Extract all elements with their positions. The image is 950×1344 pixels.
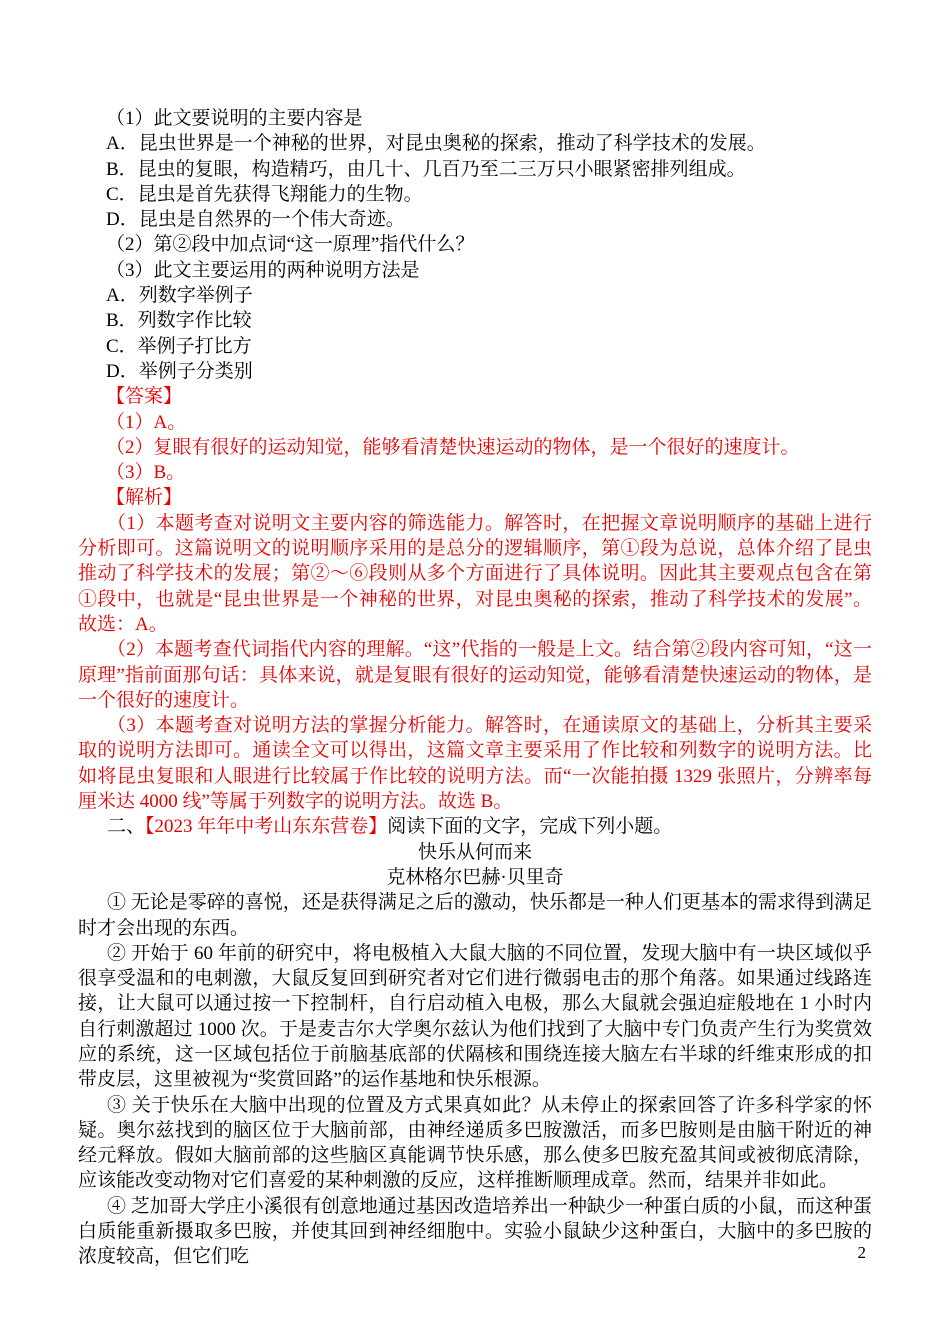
section-2-source-tag: 【2023 年年中考山东东营卷】 [145, 816, 388, 838]
document-content [78, 106, 872, 1270]
passage-paragraph-3: ③ 关于快乐在大脑中出现的位置及方式果真如此？从未停止的探索回答了许多科学家的怀疑。奥尔兹找到的脑区位于大脑前部，由神经递质多巴胺激活，而多巴胺则是由脑干附近的神经元释放。假如大脑前部的这些脑区真能调节快乐感，那么使多巴胺充盈其间或被彻底清除，应该能改变动物对它们喜爱的某种刺激的反应，这样推断顺理成章。然而，结果并非如此。 [78, 1094, 872, 1192]
question-3-option-b: B．列数字作比较 [106, 310, 252, 332]
question-1-option-a: A．昆虫世界是一个神秘的世界，对昆虫奥秘的探索，推动了科学技术的发展。 [106, 133, 766, 155]
passage-paragraph-4: ④ 芝加哥大学庄小溪很有创意地通过基因改造培养出一种缺少一种蛋白质的小鼠，而这种蛋白质能重新摄取多巴胺，并使其回到神经细胞中。实验小鼠缺少这种蛋白，大脑中的多巴胺的浓度较高，但它们吃 [78, 1195, 872, 1268]
answer-3: （3）B。 [106, 462, 186, 484]
question-3-option-d: D．举例子分类别 [106, 360, 253, 382]
question-3-option-c: C．举例子打比方 [106, 335, 252, 357]
section-2-instruction: 阅读下面的文字，完成下列小题。 [387, 816, 673, 838]
answer-1: （1）A。 [106, 411, 187, 433]
passage-title: 快乐从何而来 [417, 841, 532, 863]
question-1-option-b: B．昆虫的复眼，构造精巧，由几十、几百乃至二三万只小眼紧密排列组成。 [106, 158, 746, 180]
question-1-option-c: C．昆虫是首先获得飞翔能力的生物。 [106, 183, 423, 205]
analysis-paragraph-3: （3）本题考查对说明方法的掌握分析能力。解答时，在通读原文的基础上，分析其主要采取的说明方法即可。通读全文可以得出，这篇文章主要采用了作比较和列数字的说明方法。比如将昆虫复眼和人眼进行比较属于作比较的说明方法。而“一次能拍摄 1329 张照片，分辨率每厘米达 4000 线”等属于列数字的说明方法。故选 B。 [78, 715, 872, 813]
answer-2: （2）复眼有很好的运动知觉，能够看清楚快速运动的物体，是一个很好的速度计。 [106, 436, 800, 458]
analysis-paragraph-2: （2）本题考查代词指代内容的理解。“这”代指的一般是上文。结合第②段内容可知，“这一原理”指前面那句话：具体来说，就是复眼有很好的运动知觉，能够看清楚快速运动的物体，是一个很好的速度计。 [78, 639, 872, 711]
section-2-number: 二、 [107, 816, 146, 838]
question-3-option-a: A．列数字举例子 [106, 285, 253, 307]
question-2-stem: （2）第②段中加点词“这一原理”指代什么？ [106, 234, 475, 256]
answer-heading: 【答案】 [106, 386, 183, 408]
question-3-stem: （3）此文主要运用的两种说明方法是 [106, 259, 420, 281]
passage-paragraph-1: ① 无论是零碎的喜悦，还是获得满足之后的激动，快乐都是一种人们更基本的需求得到满足时才会出现的东西。 [78, 892, 872, 939]
section-2-intro [78, 814, 872, 839]
page-number: 2 [857, 1243, 866, 1262]
question-1-option-d: D．昆虫是自然界的一个伟大奇迹。 [106, 209, 405, 231]
passage-paragraph-2: ② 开始于 60 年前的研究中，将电极植入大鼠大脑的不同位置，发现大脑中有一块区域似乎很享受温和的电刺激，大鼠反复回到研究者对它们进行微弱电击的那个角落。如果通过线路连接，让大鼠可以通过按一下控制杆，自行启动植入电极，那么大鼠就会强迫症般地在 1 小时内自行刺激超过 1000 次。于是麦吉尔大学奥尔兹认为他们找到了大脑中专门负责产生行为奖赏效应的系统，这一区域包括位于前脑基底部的伏隔核和围绕连接大脑左右半球的纤维束形成的扣带皮层，这里被视为“奖赏回路”的运作基地和快乐根源。 [78, 942, 872, 1091]
analysis-paragraph-1: （1）本题考查对说明文主要内容的筛选能力。解答时，在把握文章说明顺序的基础上进行分析即可。这篇说明文的说明顺序采用的是总分的逻辑顺序，第①段为总说，总体介绍了昆虫推动了科学技术的发展；第②～⑥段则从多个方面进行了具体说明。因此其主要观点包含在第①段中，也就是“昆虫世界是一个神秘的世界，对昆虫奥秘的探索，推动了科学技术的发展”。故选：A。 [78, 512, 872, 635]
question-1-stem: （1）此文要说明的主要内容是 [106, 108, 363, 129]
analysis-heading: 【解析】 [106, 487, 183, 509]
passage-author: 克林格尔巴赫·贝里奇 [386, 866, 564, 888]
